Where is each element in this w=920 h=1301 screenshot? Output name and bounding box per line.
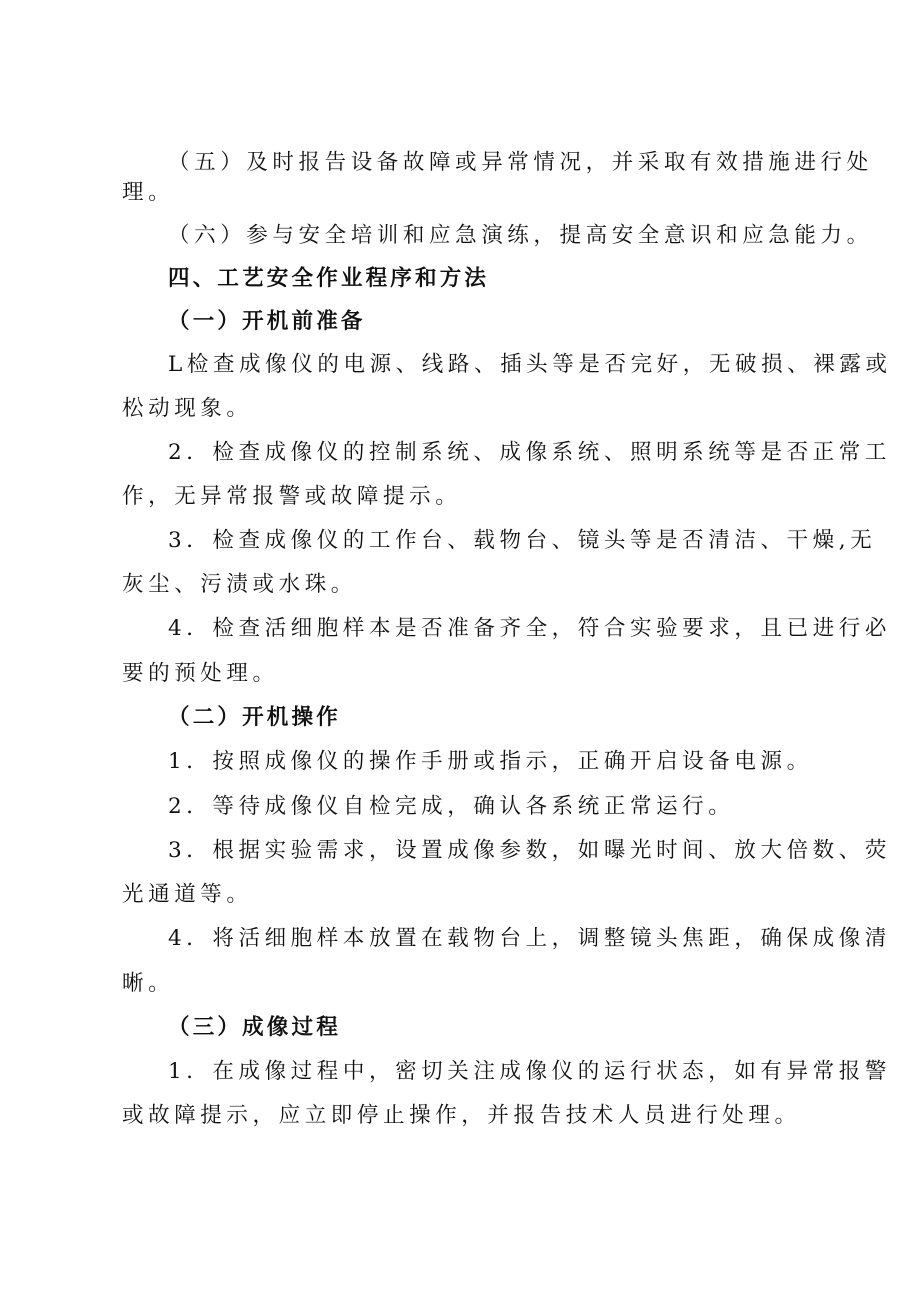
paragraph-line: 2．等待成像仪自检完成，确认各系统正常运行。 [168,794,735,819]
paragraph-line: 或故障提示，应立即停止操作，并报告技术人员进行处理。 [122,1103,801,1128]
paragraph-line: 松动现象。 [122,396,253,421]
subsection-heading: （一）开机前准备 [168,309,366,334]
paragraph-line: L检查成像仪的电源、线路、插头等是否完好，无破损、裸露或 [168,352,892,377]
paragraph-line: 晰。 [122,971,175,996]
paragraph-line: 要的预处理。 [122,661,279,686]
paragraph-line: 2．检查成像仪的控制系统、成像系统、照明系统等是否正常工 [168,440,891,465]
paragraph-line: 光通道等。 [122,882,253,907]
paragraph-line: 1．在成像过程中，密切关注成像仪的运行状态，如有异常报警 [168,1059,891,1084]
paragraph-line: （五）及时报告设备故障或异常情况，并采取有效措施进行处 [168,150,873,175]
paragraph-line: （六）参与安全培训和应急演练，提高安全意识和应急能力。 [168,223,873,248]
paragraph-line: 作，无异常报警或故障提示。 [122,484,462,509]
paragraph-line: 3．根据实验需求，设置成像参数，如曝光时间、放大倍数、荧 [168,838,891,863]
paragraph-line: 1．按照成像仪的操作手册或指示，正确开启设备电源。 [168,749,813,774]
paragraph-line: 理。 [122,180,175,205]
paragraph-line: 4．检查活细胞样本是否准备齐全，符合实验要求，且已进行必 [168,616,891,641]
paragraph-line: 3．检查成像仪的工作台、载物台、镜头等是否清洁、干燥,无 [168,528,877,553]
subsection-heading: （三）成像过程 [168,1015,341,1040]
subsection-heading: （二）开机操作 [168,705,341,730]
section-heading: 四、工艺安全作业程序和方法 [168,266,490,291]
paragraph-line: 4．将活细胞样本放置在载物台上，调整镜头焦距，确保成像清 [168,926,891,951]
paragraph-line: 灰尘、污渍或水珠。 [122,572,357,597]
